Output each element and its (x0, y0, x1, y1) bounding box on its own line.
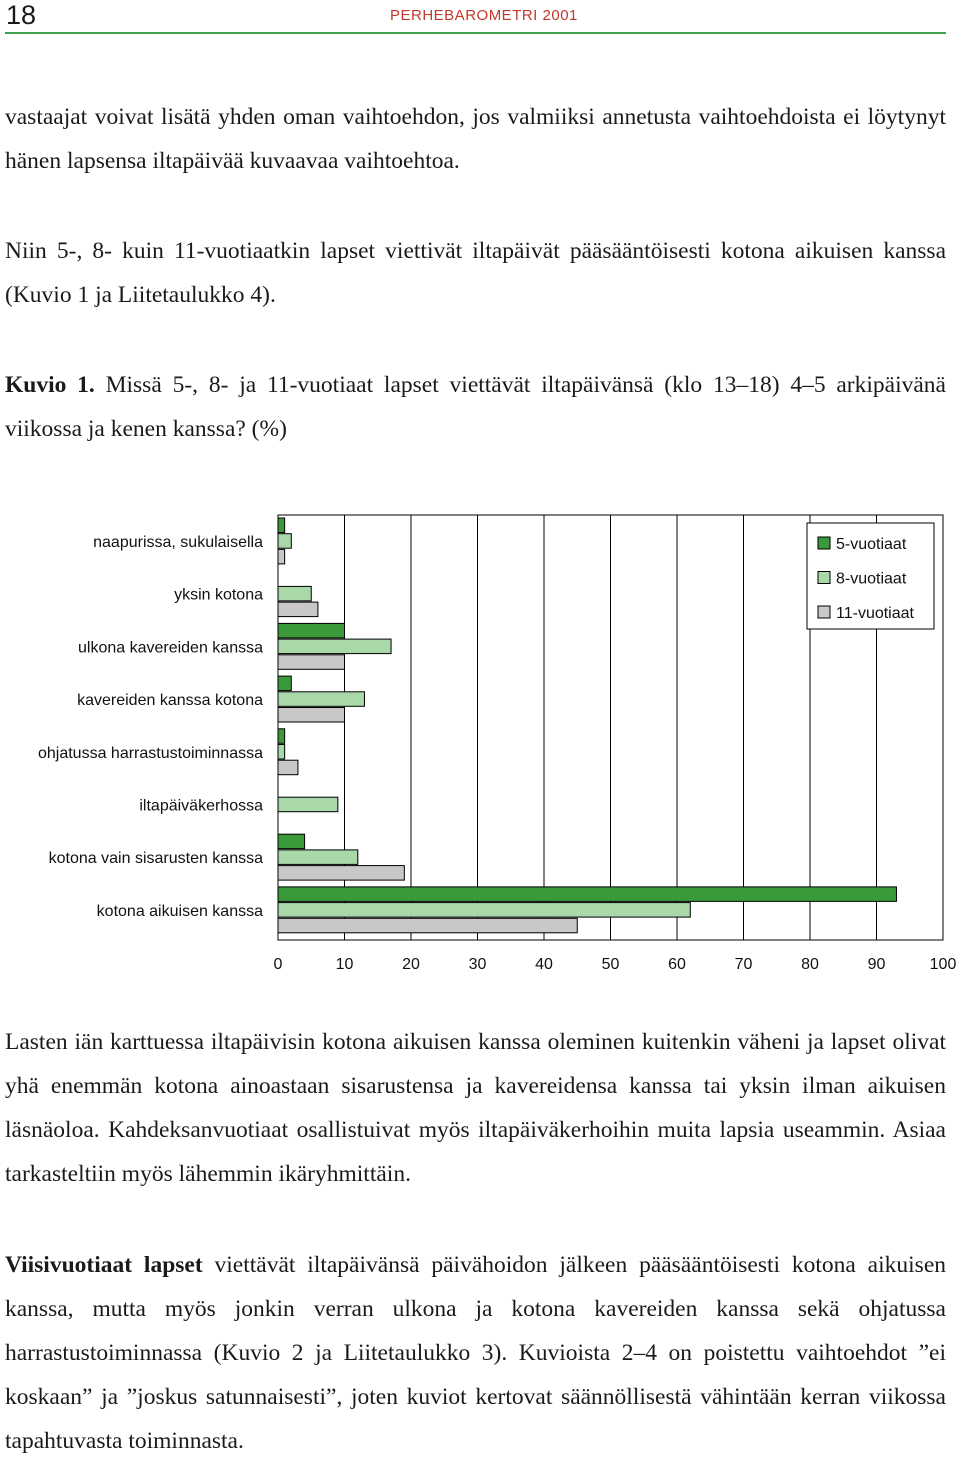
page-header (0, 0, 960, 40)
paragraph-summary: Niin 5-, 8- kuin 11-vuotiaatkin lapset viettivät iltapäivät pääsääntöisesti kotona aikuisen kanssa (Kuvio 1 ja Liitetaulukko 4). (5, 238, 946, 308)
category-labels (38, 534, 263, 920)
bar-8-vuotiaat (278, 797, 338, 812)
x-tick-label: 100 (929, 956, 957, 973)
figure-caption-text: Missä 5-, 8- ja 11-vuotiaat lapset viettävät iltapäivänsä (klo 13–18) 4–5 arkipäivänä viikossa ja kenen kanssa? (%) (5, 372, 946, 442)
x-tick-label: 50 (601, 956, 620, 973)
bar-8-vuotiaat (278, 692, 364, 707)
category-label: kavereiden kanssa kotona (77, 692, 263, 710)
bar-11-vuotiaat (278, 655, 345, 670)
paragraph-five-year-olds (5, 1243, 946, 1463)
legend-label: 11-vuotiaat (836, 605, 914, 622)
bar-11-vuotiaat (278, 918, 577, 933)
bar-5-vuotiaat (278, 676, 291, 691)
paragraph-intro: vastaajat voivat lisätä yhden oman vaihtoehdon, jos valmiiksi annetusta vaihtoehdoista ei löytynyt hänen lapsensa iltapäivää kuvaavaa vaihtoehtoa. (5, 104, 946, 174)
paragraph-analysis: Lasten iän karttuessa iltapäivisin kotona aikuisen kanssa oleminen kuitenkin väheni ja lapset olivat yhä enemmän kotona ainoastaan sisarustensa ja kavereidensa kanssa tai yksin ilman aikuisen läsnäoloa. Kahdeksanvuotiaat osallistuivat myös iltapäiväkerhoihin muita lapsia useammin. Asiaa tarkasteltiin myös lähemmin ikäryhmittäin. (5, 1029, 946, 1187)
bar-8-vuotiaat (278, 639, 391, 654)
bar-11-vuotiaat (278, 760, 298, 775)
legend-swatch (818, 572, 830, 584)
x-tick-label: 20 (402, 956, 420, 973)
category-label: naapurissa, sukulaisella (93, 534, 263, 551)
page-number: 18 (6, 0, 37, 30)
bar-5-vuotiaat (278, 518, 285, 533)
x-tick-label: 0 (273, 956, 283, 973)
paragraph-lead: Viisivuotiaat lapset (5, 1252, 203, 1278)
legend-swatch (818, 606, 830, 618)
figure-caption (5, 363, 946, 451)
bar-11-vuotiaat (278, 866, 404, 881)
bar-11-vuotiaat (278, 549, 285, 564)
category-label: ulkona kavereiden kanssa (77, 639, 263, 657)
x-axis-ticks (274, 956, 957, 973)
bar-8-vuotiaat (278, 534, 291, 549)
x-tick-label: 40 (535, 956, 553, 973)
bar-8-vuotiaat (278, 903, 690, 918)
x-tick-label: 90 (867, 956, 886, 973)
category-label: ohjatussa harrastustoiminnassa (37, 744, 263, 762)
bar-11-vuotiaat (278, 602, 318, 617)
category-label: iltapäiväkerhossa (139, 797, 263, 815)
bar-8-vuotiaat (278, 745, 285, 760)
chart-legend (807, 523, 934, 629)
header-divider (5, 32, 946, 34)
bar-11-vuotiaat (278, 708, 345, 723)
legend-label: 8-vuotiaat (836, 570, 907, 588)
bar-5-vuotiaat (278, 729, 285, 744)
x-tick-label: 30 (468, 956, 487, 973)
x-tick-label: 60 (668, 956, 686, 973)
chart-bars (278, 518, 896, 933)
running-title: PERHEBAROMETRI 2001 (390, 7, 578, 24)
bar-chart (0, 500, 960, 990)
legend-swatch (818, 537, 830, 549)
x-tick-label: 80 (801, 956, 819, 973)
bar-8-vuotiaat (278, 586, 311, 601)
x-tick-label: 70 (734, 956, 753, 973)
paragraph-body: viettävät iltapäivänsä päivähoidon jälkeen pääsääntöisesti kotona aikuisen kanssa, mutta myös jonkin verran ulkona ja kotona kavereiden kanssa sekä ohjatussa harrastustoiminnassa (Kuvio 2 ja Liitetaulukko 3). Kuvioista 2–4 on poistettu vaihtoehdot ”ei koskaan” ja ”joskus satunnaisesti”, joten kuviot kertovat säännöllisestä vähintään kerran viikossa tapahtuvasta toiminnasta. (5, 1252, 946, 1454)
bar-5-vuotiaat (278, 623, 345, 638)
bar-5-vuotiaat (278, 834, 305, 849)
legend-label: 5-vuotiaat (836, 536, 907, 553)
category-label: yksin kotona (174, 586, 263, 604)
x-tick-label: 10 (335, 956, 354, 973)
figure-caption-label: Kuvio 1. (5, 372, 95, 398)
category-label: kotona aikuisen kanssa (96, 902, 263, 920)
category-label: kotona vain sisarusten kanssa (48, 850, 263, 868)
bar-5-vuotiaat (278, 887, 896, 902)
bar-8-vuotiaat (278, 850, 358, 865)
